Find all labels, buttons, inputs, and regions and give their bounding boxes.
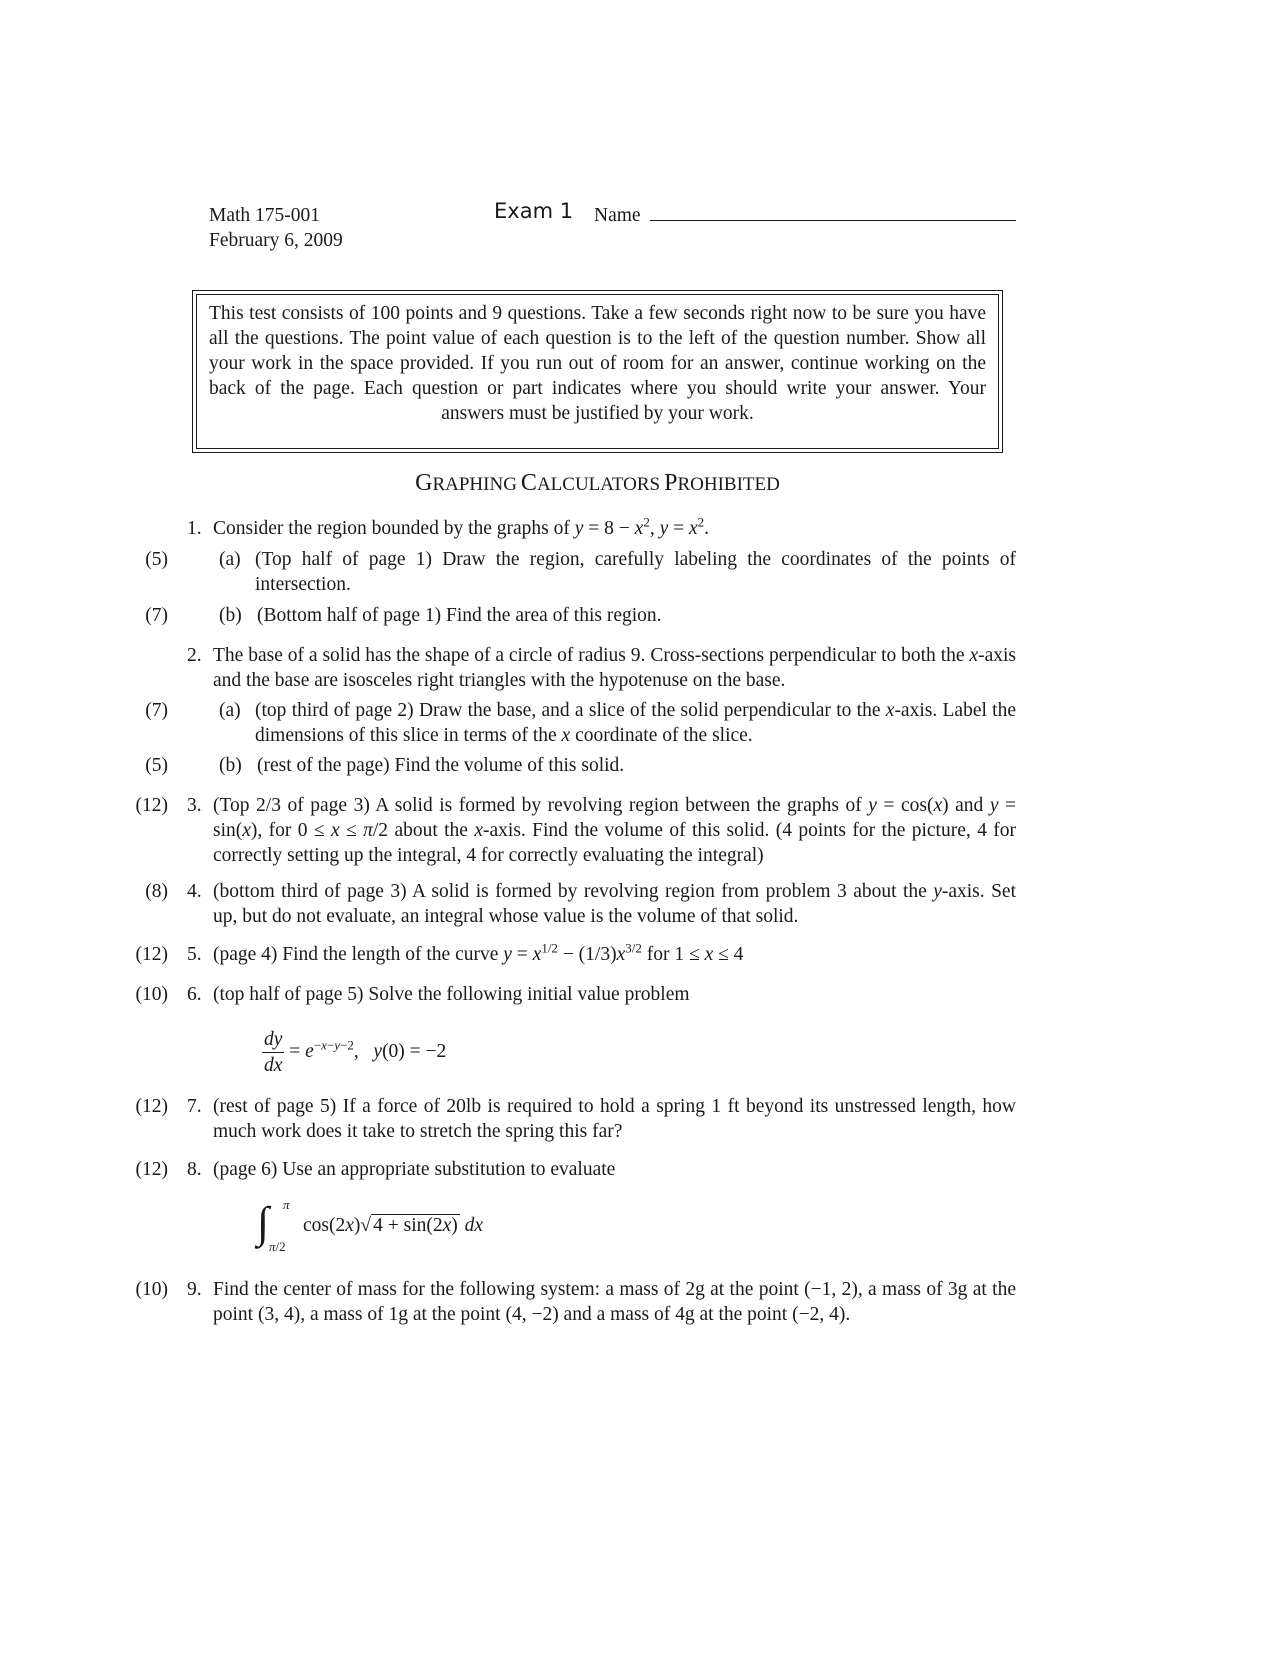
q6-number: 6. [187,984,202,1005]
q4-text: (bottom third of page 3) A solid is formed by revolving region from problem 3 about the y-axis. Set up, but do not evaluate, an integral whose value is the volume of that solid. [213,881,1016,927]
q5-text: (page 4) Find the length of the curve $y = x^{1/2} - (1/3)x^{3/2}$ for 1 ≤ x ≤ 4 [213,940,744,965]
q2b-text: (rest of the page) Find the volume of this solid. [257,755,625,776]
q4-points: (8) [145,881,168,902]
q8-points: (12) [135,1159,168,1180]
q3-points: (12) [135,795,168,816]
q2-number: 2. [187,645,202,666]
q9-number: 9. [187,1279,202,1300]
q1a-points: (5) [145,549,168,570]
q3-text: (Top 2/3 of page 3) A solid is formed by revolving region between the graphs of y = cos(x) and y = sin(x), for 0 ≤ x ≤ π/2 about the x-axis. Find the volume of this solid. (4 points for the picture, 4 for correctly setting up the integral, 4 for correctly evaluating the integral) [213,795,1016,866]
q3-number: 3. [187,795,202,816]
q1b-points: (7) [145,605,168,626]
exam-title: Exam 1 [494,199,574,223]
q2b-points: (5) [145,755,168,776]
q1-number: 1. [187,518,202,539]
q1b-label: (b) [219,605,242,626]
q1a-text: (Top half of page 1) Draw the region, carefully labeling the coordinates of the points of intersection. [255,549,1016,595]
q8-text: (page 6) Use an appropriate substitution to evaluate [213,1159,616,1180]
exam-date: February 6, 2009 [209,230,343,251]
q1a-label: (a) [219,549,241,570]
q7-number: 7. [187,1096,202,1117]
q1-text: Consider the region bounded by the graphs of $y = 8 - x^2$, $y = x^2$. [213,514,710,539]
q2a-label: (a) [219,700,241,721]
q2-text: The base of a solid has the shape of a circle of radius 9. Cross-sections perpendicular to both the x-axis and the base are isosceles right triangles with the hypotenuse on the base. [213,645,1016,691]
q7-text: (rest of page 5) If a force of 20lb is required to hold a spring 1 ft beyond its unstressed length, how much work does it take to stretch the spring this far? [213,1096,1016,1142]
q6-equation: $\frac{dy}{dx}$ = $e^{-x-y-2}$, y(0) = −2 [264,1029,447,1076]
course-header [209,203,343,253]
q8-integral: ∫ π π/2 cos(2x)√ 4 + sin(2x) dx [257,1197,484,1254]
q2a-points: (7) [145,700,168,721]
q2a-text: (top third of page 2) Draw the base, and a slice of the solid perpendicular to the x-axis. Label the dimensions of this slice in terms of the x coordinate of the slice. [255,700,1017,746]
name-field[interactable] [650,218,1016,221]
course-name: Math 175-001 [209,205,321,226]
calculator-notice: GRAPHING CALCULATORS PROHIBITED [415,470,780,496]
q6-text: (top half of page 5) Solve the following initial value problem [213,984,690,1005]
q4-number: 4. [187,881,202,902]
q8-number: 8. [187,1159,202,1180]
instructions-box [192,290,1003,453]
q9-text: Find the center of mass for the following system: a mass of 2g at the point (−1, 2), a mass of 3g at the point (3, 4), a mass of 1g at the point (4, −2) and a mass of 4g at the point (−2, 4). [213,1279,1016,1325]
q1b-text: (Bottom half of page 1) Find the area of this region. [257,605,662,626]
q2b-label: (b) [219,755,242,776]
name-label: Name [594,205,641,226]
q9-points: (10) [135,1279,168,1300]
q6-points: (10) [135,984,168,1005]
q5-number: 5. [187,944,202,965]
q5-points: (12) [135,944,168,965]
q7-points: (12) [135,1096,168,1117]
instructions-text: This test consists of 100 points and 9 questions. Take a few seconds right now to be sure you have all the questions. The point value of each question is to the left of the question number. Show all your work in the space provided. If you run out of room for an answer, continue working on the back of the page. Each question or part indicates where you should write your answer. Your answers must be justified by your work. [196,294,999,449]
